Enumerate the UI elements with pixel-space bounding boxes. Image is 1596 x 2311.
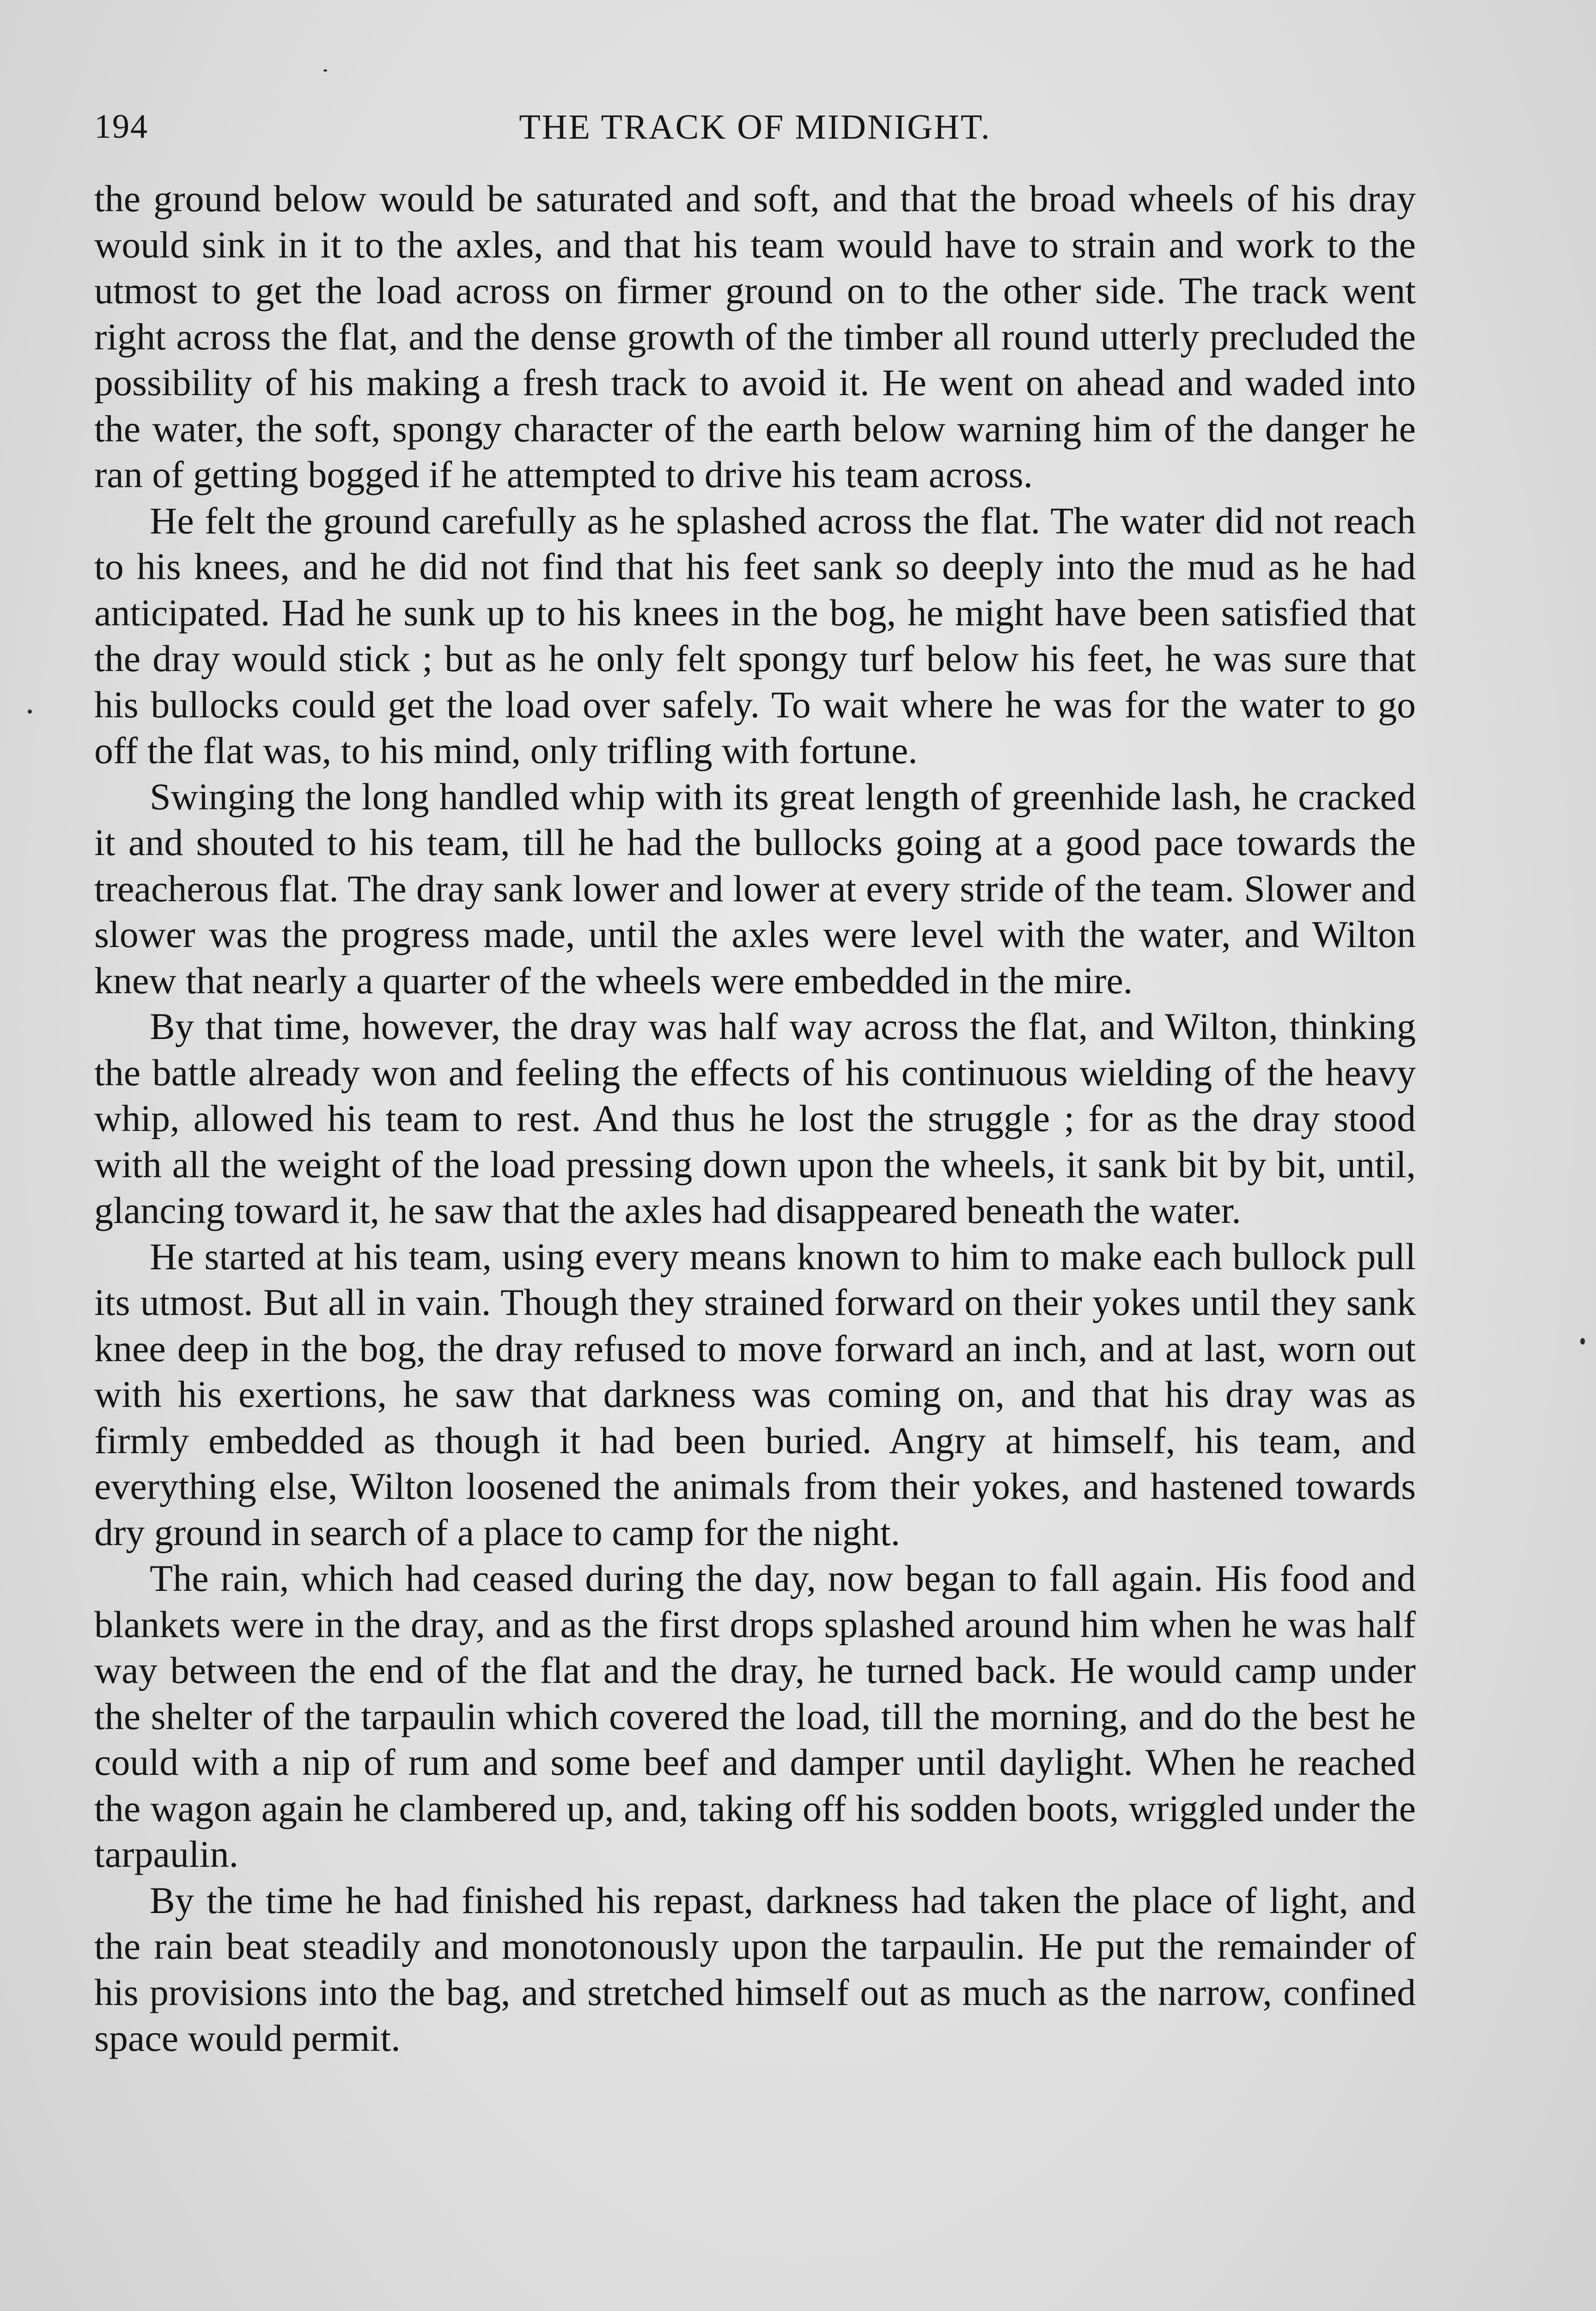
print-speck bbox=[28, 709, 32, 714]
print-speck bbox=[323, 69, 327, 72]
body-text bbox=[94, 176, 1416, 2061]
paragraph-6: The rain, which had ceased during the day, now began to fall again. His food and blankets were in the dray, and as the first drops splashed around him when he was half way between the end of the flat and the dray, he turned back. He would camp under the shelter of the tarpaulin which covered the load, till the morning, and do the best he could with a nip of rum and some beef and damper until daylight. When he reached the wagon again he clambered up, and, taking off his sodden boots, wriggled under the tarpaulin. bbox=[94, 1557, 1416, 1875]
page-header bbox=[94, 107, 1416, 158]
page-number: 194 bbox=[94, 108, 148, 146]
paragraph-2: He felt the ground carefully as he splashed across the flat. The water did not reach to his knees, and he did not find that his feet sank so deeply into the mud as he had anticipated. Had he sunk up to his knees in the bog, he might have been satisfied that the dray would stick ; but as he only felt spongy turf below his feet, he was sure that his bullocks could get the load over safely. To wait where he was for the water to go off the flat was, to his mind, only trifling with fortune. bbox=[94, 499, 1416, 771]
paragraph-1: the ground below would be saturated and soft, and that the broad wheels of his dray would sink in it to the axles, and that his team would have to strain and work to the utmost to get the load across on firmer ground on to the other side. The track went right across the flat, and the dense growth of the timber all round utterly precluded the possibility of his making a fresh track to avoid it. He went on ahead and waded into the water, the soft, spongy character of the earth below warning him of the danger he ran of getting bogged if he attempted to drive his team across. bbox=[94, 177, 1416, 495]
paragraph-4: By that time, however, the dray was half way across the flat, and Wilton, thinking the battle already won and feeling the effects of his continuous wielding of the heavy whip, allowed his team to rest. And thus he lost the struggle ; for as the dray stood with all the weight of the load pressing down upon the wheels, it sank bit by bit, until, glancing toward it, he saw that the axles had disappeared beneath the water. bbox=[94, 1005, 1416, 1231]
print-speck bbox=[1580, 1338, 1585, 1345]
paragraph-5: He started at his team, using every means known to him to make each bullock pull its utmost. But all in vain. Though they strained forward on their yokes until they sank knee deep in the bog, the dray refused to move forward an inch, and at last, worn out with his exertions, he saw that darkness was coming on, and that his dray was as firmly embedded as though it had been buried. Angry at himself, his team, and everything else, Wilton loosened the animals from their yokes, and hastened towards dry ground in search of a place to camp for the night. bbox=[94, 1235, 1416, 1553]
paragraph-3: Swinging the long handled whip with its great length of greenhide lash, he cracked it and shouted to his team, till he had the bullocks going at a good pace towards the treacherous flat. The dray sank lower and lower at every stride of the team. Slower and slower was the progress made, until the axles were level with the water, and Wilton knew that nearly a quarter of the wheels were embedded in the mire. bbox=[94, 775, 1416, 1002]
paragraph-7: By the time he had finished his repast, darkness had taken the place of light, and the rain beat steadily and monotonously upon the tarpaulin. He put the remainder of his provisions into the bag, and stretched himself out as much as the narrow, confined space would permit. bbox=[94, 1879, 1416, 2059]
running-head: THE TRACK OF MIDNIGHT. bbox=[519, 108, 991, 147]
